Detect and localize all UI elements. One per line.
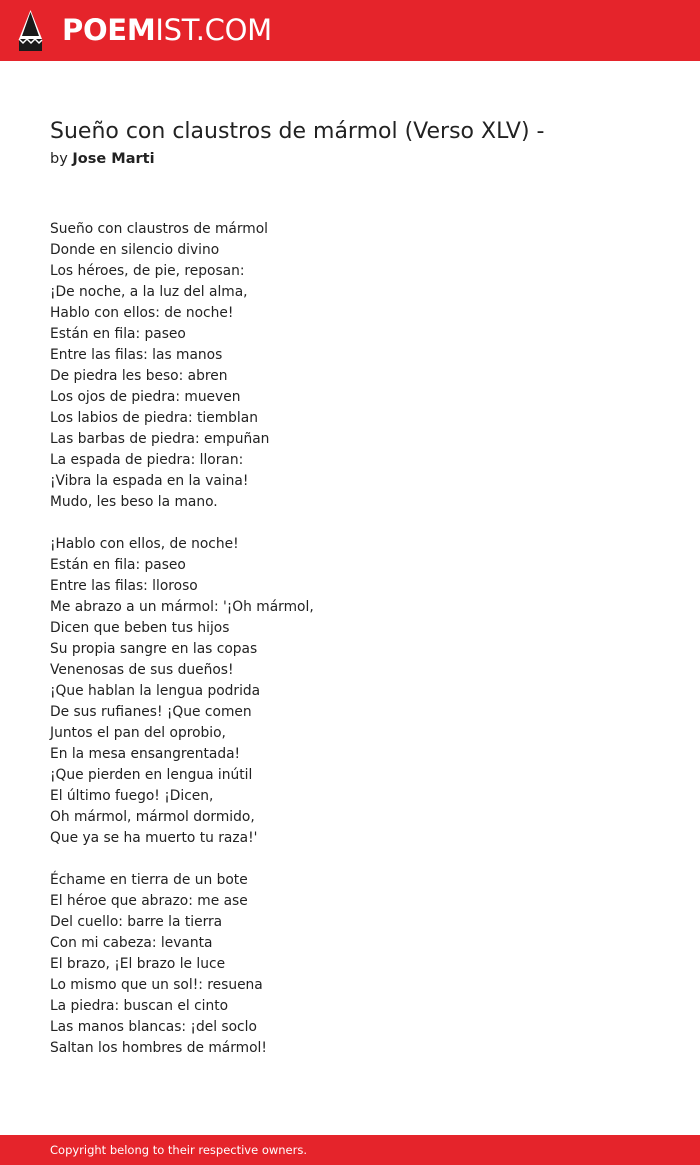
poem-line: Las manos blancas: ¡del soclo — [50, 1019, 257, 1035]
poem-line: El héroe que abrazo: me ase — [50, 893, 248, 909]
poem-line: Los labios de piedra: tiemblan — [50, 410, 258, 426]
poem-line: Juntos el pan del oprobio, — [50, 725, 226, 741]
poem-line: La piedra: buscan el cinto — [50, 998, 229, 1014]
poem-line: Me abrazo a un mármol: '¡Oh mármol, — [50, 599, 314, 615]
poem-line: Los ojos de piedra: mueven — [50, 389, 241, 405]
poem-line: ¡Que pierden en lengua inútil — [50, 767, 253, 783]
poem-line: Entre las filas: las manos — [50, 347, 223, 363]
poem-line: Están en fila: paseo — [50, 557, 186, 573]
stanza-break — [50, 513, 670, 534]
site-logo[interactable] — [62, 12, 272, 48]
poem-line: Mudo, les beso la mano. — [50, 494, 218, 510]
poem-line: Saltan los hombres de mármol! — [50, 1040, 267, 1056]
poem-line: Entre las filas: lloroso — [50, 578, 198, 594]
byline — [50, 149, 155, 169]
poem-line: Del cuello: barre la tierra — [50, 914, 223, 930]
poem-line: Las barbas de piedra: empuñan — [50, 431, 270, 447]
poem-title: Sueño con claustros de mármol (Verso XLV) - — [50, 119, 545, 144]
poem-line: Venenosas de sus dueños! — [50, 662, 234, 678]
poem-line: De sus rufianes! ¡Que comen — [50, 704, 252, 720]
poem-line: Dicen que beben tus hijos — [50, 620, 230, 636]
poem-line: De piedra les beso: abren — [50, 368, 228, 384]
poem-line: El brazo, ¡El brazo le luce — [50, 956, 226, 972]
stanza-break — [50, 849, 670, 870]
poem-line: Que ya se ha muerto tu raza!' — [50, 830, 258, 846]
poem-line: El último fuego! ¡Dicen, — [50, 788, 214, 804]
site-footer — [0, 1135, 700, 1165]
poem-line: Hablo con ellos: de noche! — [50, 305, 234, 321]
copyright-text: Copyright belong to their respective owners. — [50, 1143, 308, 1157]
stanza — [50, 534, 670, 849]
author-name: Jose Marti — [72, 151, 155, 167]
logo-text-bold: POEM — [62, 13, 156, 47]
poem-line: Los héroes, de pie, reposan: — [50, 263, 245, 279]
logo-text-light: IST.COM — [155, 13, 272, 47]
poem-line: ¡Hablo con ellos, de noche! — [50, 536, 239, 552]
stanza — [50, 219, 670, 513]
poem-line: Están en fila: paseo — [50, 326, 186, 342]
poem-line: Su propia sangre en las copas — [50, 641, 258, 657]
poem-line: Sueño con claustros de mármol — [50, 221, 268, 237]
stanza — [50, 870, 670, 1059]
poem-line: ¡Vibra la espada en la vaina! — [50, 473, 249, 489]
poem-line: Lo mismo que un sol!: resuena — [50, 977, 263, 993]
poem-body — [50, 219, 670, 1059]
poem-line: Con mi cabeza: levanta — [50, 935, 213, 951]
poem-line: La espada de piedra: lloran: — [50, 452, 244, 468]
poem-line: ¡Que hablan la lengua podrida — [50, 683, 261, 699]
poem-line: Donde en silencio divino — [50, 242, 220, 258]
poem-line: Oh mármol, mármol dormido, — [50, 809, 255, 825]
site-header — [0, 0, 700, 61]
by-label: by — [50, 151, 68, 167]
poem-line: ¡De noche, a la luz del alma, — [50, 284, 248, 300]
poem-line: Échame en tierra de un bote — [50, 872, 248, 888]
poem-line: En la mesa ensangrentada! — [50, 746, 241, 762]
pencil-tip-icon[interactable] — [18, 9, 43, 52]
